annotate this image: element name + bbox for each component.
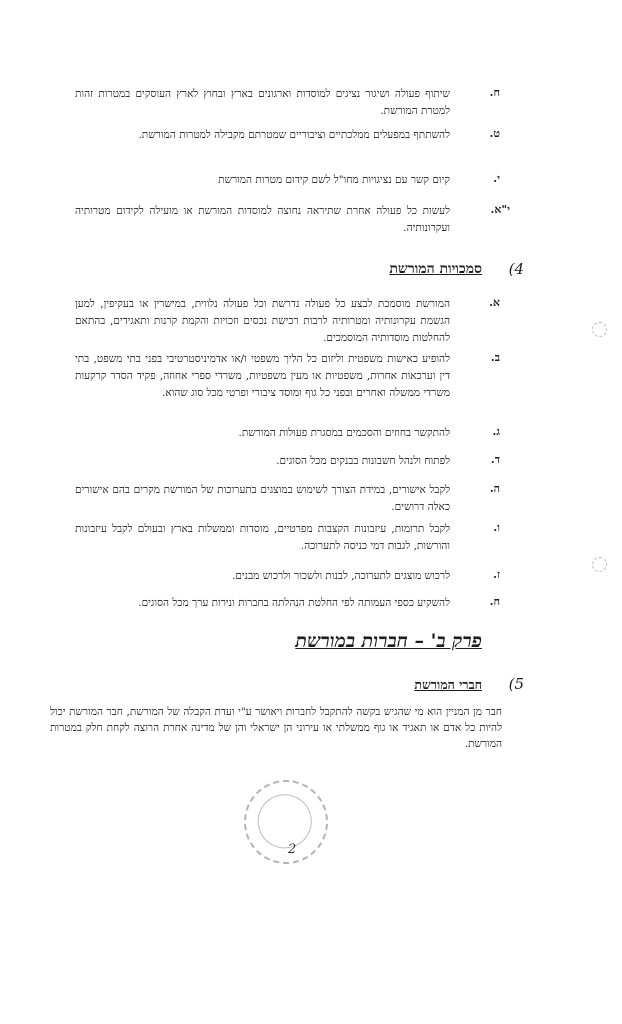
list-marker: ו. <box>493 521 500 534</box>
list-item-text: להשתתף במפעלים ממלכתיים וציבוריים שמטרתם מקבילה למטרות המורשת. <box>138 129 450 141</box>
list-item-text: להתקשר בחוזים והסכמים במסגרת פעולות המורשת. <box>238 427 450 439</box>
list-marker: י. <box>493 172 500 185</box>
list-marker: ד. <box>490 453 500 466</box>
list-marker: ג. <box>492 425 500 438</box>
list-marker: ט. <box>489 127 500 140</box>
list-marker: י"א. <box>490 203 510 216</box>
list-marker: א. <box>489 296 500 309</box>
list-item-text: לפתוח ולנהל חשבונות בבנקים מכל הסוגים. <box>276 455 450 467</box>
punch-hole-mark <box>592 557 607 572</box>
list-marker: ח. <box>489 86 500 99</box>
list-item-text: המורשת מוסמכת לבצע כל פעולה נדרשת וכל פעולה נלווית, במישרין או בעקיפין, למען הגשמת עקרונותיה ומטרותיה לרבות רכישת נכסים וזכויות והקמת קרנות ותאגידים, בהתאם להחלטות מוסדותיה המוסמכים. <box>75 298 450 344</box>
list-marker: ה. <box>489 482 500 495</box>
list-marker: ב. <box>490 351 500 364</box>
punch-hole-mark <box>592 322 607 337</box>
list-item-text: לעשות כל פעולה אחרת שתיראה נחוצה למוסדות המורשת או מועילה לקידום מטרותיה ועקרונותיה. <box>75 205 450 234</box>
section-title: סמכויות המורשת <box>389 261 482 277</box>
chapter-title: פרק ב' – חברות במורשת <box>295 630 482 652</box>
list-item-text: קיום קשר עם נציגויות מחו"ל לשם קידום מטרות המורשת <box>218 174 450 186</box>
stamp-inner-ring <box>251 787 319 855</box>
list-marker: ח. <box>489 595 500 608</box>
stamp-seal <box>233 769 339 875</box>
list-item-text: להשקיע כספי העמותה לפי החלטת הנהלתה בחברות ונירות ערך מכל הסוגים. <box>138 597 450 609</box>
section-paragraph: חבר מן המניין הוא מי שהגיש בקשה להתקבל לחברות ויאושר ע"י ועדת הקבלה של המורשת, חבר המורשת יכול להיות כל אדם או תאגיד או גוף ממשלתי או עירוני הן ישראלי והן של מדינה אחרת הרוצה לקחת חלק במטרות המורשת. <box>50 706 502 750</box>
list-marker: ז. <box>493 568 500 581</box>
page-number: 2 <box>288 842 297 857</box>
section-number: 5) <box>508 675 524 693</box>
list-item-text: לרכוש מוצגים לתערוכה, לבנות ולשכור ולרכוש מבנים. <box>232 570 450 582</box>
list-item-text: שיתוף פעולה ושיגור נציגים למוסדות וארגונים בארץ ובחוץ לארץ העוסקים במטרות זהות למטרת המורשת. <box>75 88 450 117</box>
list-item-text: לקבל אישורים, במידת הצורך לשימוש במוצגים בתערוכות של המורשת מקרים בהם אישורים כאלה דרושים. <box>75 484 450 513</box>
list-item-text: להופיע כאישות משפטית וליזום כל הליך משפטי ו/או אדמיניסטרטיבי בפני בתי משפט, בתי דין וערכאות אחרות, משפטיות או מעין משפטיות, משרדי ספרי אחוזה, פקיד הסדר קרקעות משרדי ממשלה ואחרים ובפני כל גוף ומוסד ציבורי ופרטי מכל סוג שהוא. <box>75 353 450 399</box>
section-title: חברי המורשת <box>414 677 482 692</box>
list-item-text: לקבל תרומות, עיזבונות הקצבות מפרטיים, מוסדות וממשלות בארץ ובעולם לקבל עיזבונות והורשות, לגבות דמי כניסה לתערוכה. <box>75 523 450 552</box>
section-number: 4) <box>508 260 524 278</box>
